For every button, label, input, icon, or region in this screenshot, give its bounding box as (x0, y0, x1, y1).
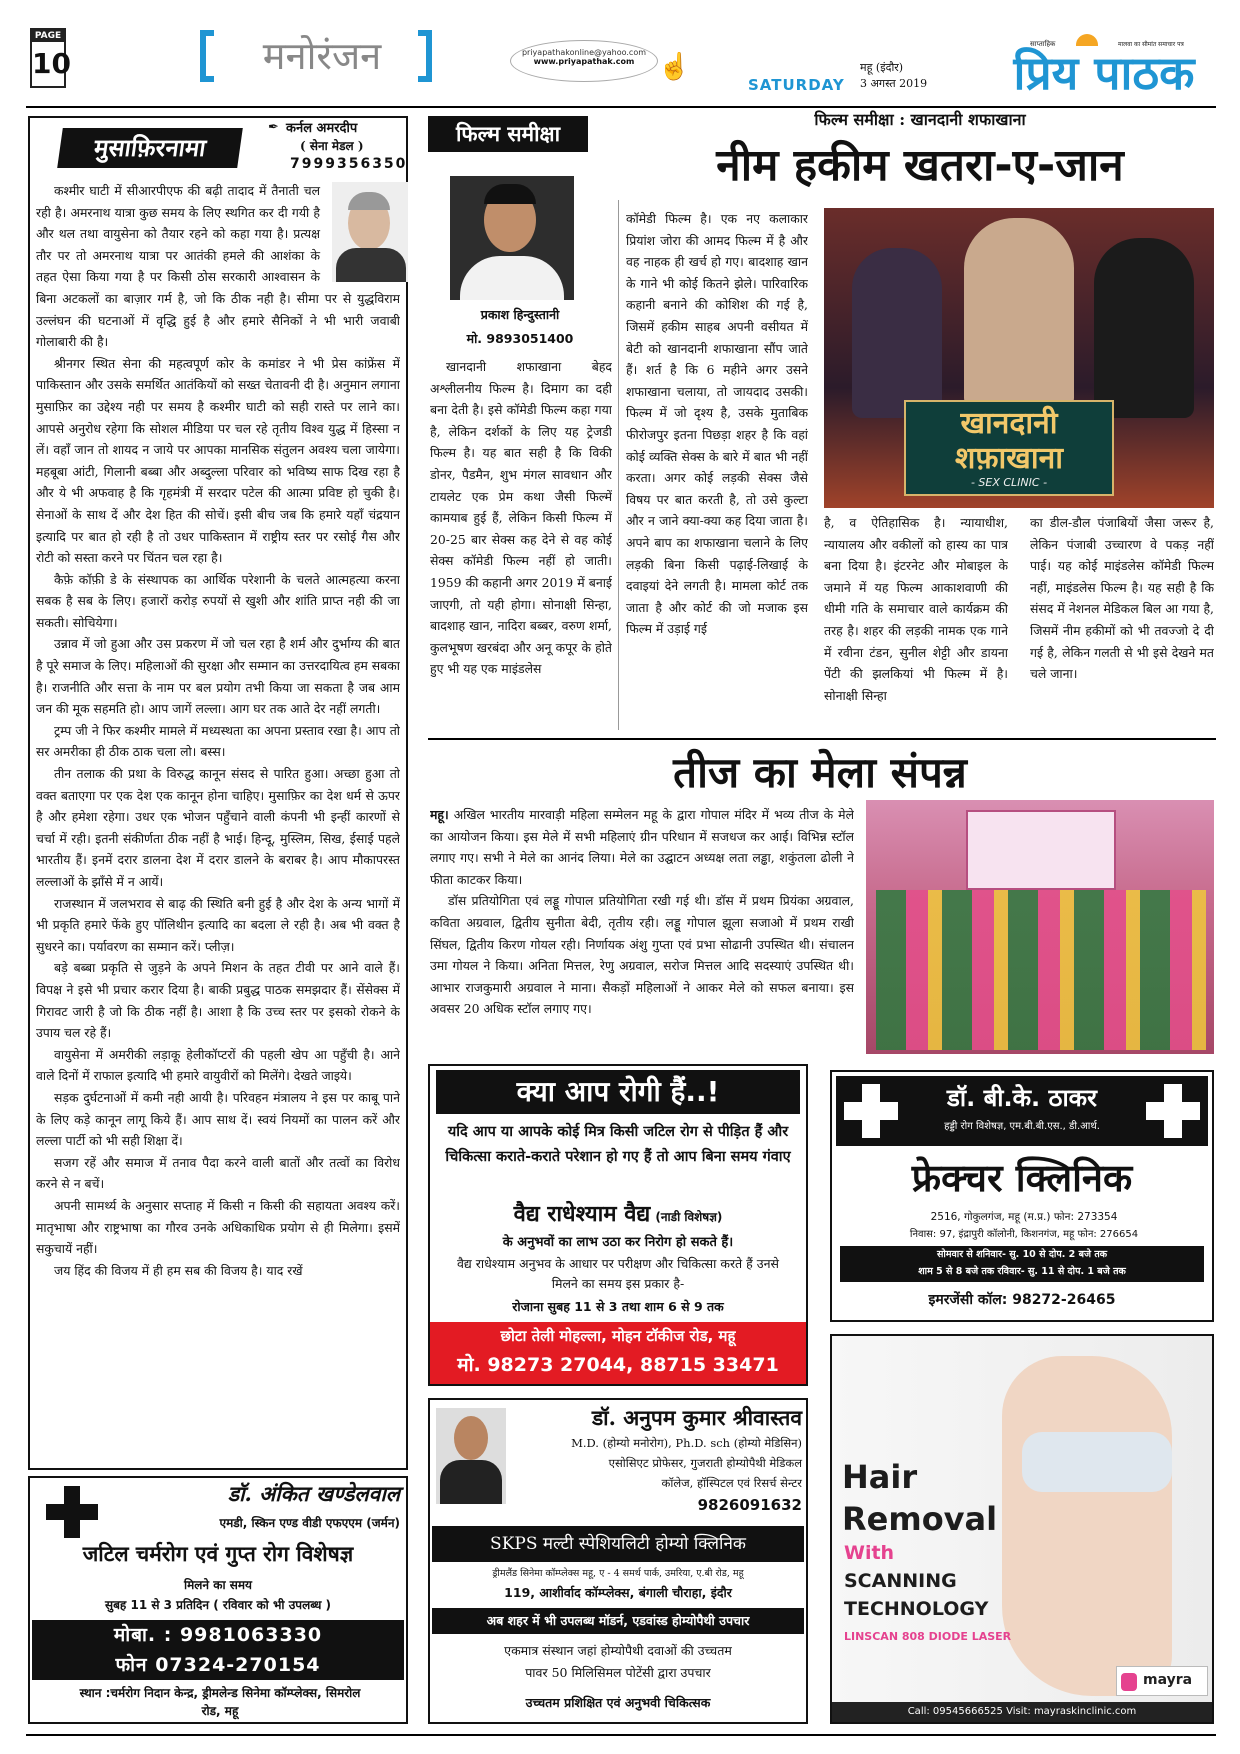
poster-figure-1 (852, 248, 942, 418)
section-bracket-left (200, 30, 214, 82)
pointer-hand-icon: ☝ (658, 52, 691, 82)
ad-anupam-strip: अब शहर में भी उपलब्ध मॉडर्न, एडवांस्ड होम्योपैथी उपचार (432, 1608, 804, 1634)
ad-mayra-line2: Removal (842, 1500, 998, 1538)
reviewer-shirt (460, 256, 564, 300)
film-column-3: है, व ऐतिहासिक है। न्यायाधीश, न्यायालय और वकीलों को हास्य का पात्र बना दिया है। इंटरनेट और मोबाइल के जमाने में यह फिल्म आकाशवाणी की धीमी गति के समाचार वाले कार्यक्रम की तरह है। शहर की लड़की नामक एक गाने में रवीना टंडन, सुनील शेट्टी और डायना पेंटी की झलकियां भी फिल्म में है। सोनाक्षी सिन्हा (824, 515, 1008, 703)
ad-vaidya-address: छोटा तेली मोहल्ला, मोहन टॉकीज रोड, महू (500, 1327, 736, 1345)
paper-tagline: साप्ताहिक (1030, 40, 1056, 48)
contact-oval (510, 40, 658, 82)
ad-mayra-model-body (1002, 1356, 1172, 1696)
film-kicker: फिल्म समीक्षा : खानदानी शफाखाना (814, 110, 1026, 129)
teej-event-photo (866, 800, 1214, 1054)
columnist-phone: 7999356350 (290, 156, 408, 172)
ad-thakar-emergency: इमरजेंसी कॉल: 98272-26465 (928, 1292, 1116, 1308)
masthead-sun-icon (1076, 34, 1098, 46)
ad-ankit-specialty: जटिल चर्मरोग एवं गुप्त रोग विशेषज्ञ (82, 1542, 354, 1566)
ad-mayra-logo-icon (1121, 1673, 1137, 1691)
film-reviewer-phone: मो. 9893051400 (466, 331, 574, 346)
musafirnama-paragraph: ट्रम्प जी ने फिर कश्मीर मामले में मध्यस्थता का अपना प्रस्ताव रखा है। आप तो सर अमरीका ही ठीक ठाक चला लो। बस्स। (36, 722, 400, 760)
page-label: PAGE (32, 30, 64, 42)
ad-anupam-post2: कॉलेज, हॉस्पिटल एवं रिसर्च सेन्टर (661, 1476, 802, 1490)
ad-anupam-clinic: SKPS मल्टी स्पेशियलिटी होम्यो क्लिनिक (432, 1526, 804, 1562)
ad-mayra-line6: LINSCAN 808 DIODE LASER (844, 1630, 1012, 1643)
ad-thakar-timing1: सोमवार से शनिवार- सु. 10 से दोप. 2 बजे तक (936, 1249, 1108, 1260)
ad-mayra-line1: Hair (842, 1458, 918, 1496)
ad-vaidya-name-row (438, 1198, 798, 1228)
paper-masthead: प्रिय पाठक (1013, 46, 1195, 100)
paper-tagline-2: मालवा का सीमांत समाचार पत्र (1118, 41, 1184, 48)
anupam-face (454, 1416, 488, 1460)
page-bottom-rule (26, 1734, 1216, 1736)
film-reviewer-photo (450, 176, 574, 300)
ad-ankit-mobile: मोबा. : 9981063330 (32, 1620, 404, 1650)
ad-thakar-timing-box (840, 1246, 1204, 1282)
musafirnama-paragraph: कश्मीर घाटी में सीआरपीएफ की बढ़ी तादाद में तैनाती चल रही है। अमरनाथ यात्रा कुछ समय के लिए स्थगित कर दी गयी है और थल तथा वायुसेना को तैयार रहने को कहा गया है। प्रत्यक्ष तौर पर तो अमरनाथ यात्रा पर आतंकी हमले की आशंका के तहत ऐसा किया गया है पर किसी ठोस सरकारी आश्वासन के बिना अटकलों का बाज़ार गर्म है, जो कि ठीक नही है। सीमा पर से युद्धविराम उल्लंघन की घटनाओं में वृद्धि हुई है और हमारे सैनिकों ने भी भारी जवाबी गोलाबारी की है। (36, 183, 400, 350)
ad-anupam-phone: 9826091632 (697, 1496, 802, 1514)
ad-anupam-line1: एकमात्र संस्थान जहां होम्योपैथी दवाओं की उच्चतम (504, 1643, 732, 1658)
teej-group (876, 890, 1206, 1050)
film-column-2: कॉमेडी फिल्म है। एक नए कलाकार प्रियांश जोरा की आमद फिल्म में है और वह नाहक ही खर्च हो गए। बादशाह खान के गाने भी कोई कितने झेले। पारिवारिक कहानी बनाने की कोशिश की गई है, जिसमें हकीम साहब अपनी वसीयत में बेटी को खानदानी शफाखाना सौंप जाते हैं। शर्त है कि 6 महीने अगर उसने शफाखाना चलाया, तो जायदाद उसकी। फिल्म में जो दृश्य है, उसके मुताबिक फीरोजपुर इतना पिछड़ा शहर है कि वहां कोई व्यक्ति सेक्स के बारे में बात भी नहीं करता। अगर कोई लड़की सेक्स जैसे विषय पर बात करती है, तो उसे कुल्टा और न जाने क्या-क्या कह दिया जाता है। अपने बाप का शफाखाना चलाने के लिए लड़की बिना किसी पढ़ाई-लिखाई के दवाइयां देने लगती है। मामला कोर्ट तक जाता है और कोर्ट की जो मजाक इस फिल्म में उड़ाई गई (626, 211, 808, 637)
ad-vaidya-headline: क्या आप रोगी हैं..! (436, 1070, 800, 1114)
ad-mayra-model-top (1022, 1432, 1172, 1492)
film-column-1: खानदानी शफाखाना बेहद अश्लीलनीय फिल्म है। दिमाग का दही बना देती है। इसे कॉमेडी फिल्म कहा गया है, लेकिन दर्शकों के लिए यह ट्रेजडी फिल्म है। यह बात सही है कि विकी डोनर, पैडमैन, शुभ मंगल सावधान और टायलेट एक प्रेम कथा जैसी फिल्में कामयाब हुई हैं, लेकिन किसी फिल्म में 20-25 बार सेक्स कह देने से वह कोई सेक्स कॉमेडी फिल्म नहीं हो जाती। 1959 की कहानी अगर 2019 में बनाई जाएगी, तो यही होगा। सोनाक्षी सिन्हा, बादशाह खान, नादिरा बब्बर, वरुण शर्मा, कुलभूषण खरबंदा और अनू कपूर के होते हुए भी यह एक माइंडलेस (430, 359, 612, 677)
ad-anupam-line3: उच्चतम प्रशिक्षित एवं अनुभवी चिकित्सक (525, 1695, 711, 1710)
ad-anupam-name: डॉ. अनुपम कुमार श्रीवास्तव (591, 1405, 802, 1430)
musafirnama-paragraph: वायुसेना में अमरीकी लड़ाकू हेलीकॉप्टरों की पहली खेप आ पहुँची है। आने वाले दिनों में राफाल इत्यादि भी हमारे वायुवीरों को मिलेंगे। देखते जाइये। (36, 1046, 400, 1084)
ad-ankit-cross-icon (46, 1486, 98, 1538)
date-label: 3 अगस्त 2019 (860, 77, 928, 90)
ad-mayra-logo: mayra (1143, 1672, 1193, 1688)
musafirnama-paragraph: सजग रहें और समाज में तनाव पैदा करने वाली बातों और तत्वों का विरोध करने से न बचें। (36, 1154, 400, 1192)
ad-thakar-cross-left-icon (844, 1084, 898, 1138)
ad-thakar-clinic: फ्रेक्चर क्लिनिक (911, 1156, 1133, 1200)
musafirnama-photo-spacer (320, 180, 400, 286)
anupam-suit (440, 1460, 502, 1504)
ad-vaidya-line2: के अनुभवों का लाभ उठा कर निरोग हो सकते हैं। (502, 1235, 734, 1250)
ad-mayra-line3: With (844, 1542, 895, 1564)
musafirnama-title: मुसाफ़िरनामा (57, 128, 243, 168)
city-label: महू (इंदौर) (860, 61, 904, 74)
teej-body-1: अखिल भारतीय मारवाड़ी महिला सम्मेलन महू के द्वारा गोपाल मंदिर में भव्य तीज के मेले का आयोजन किया। इस मेले में सभी महिलाएं ग्रीन परिधान में सजधज कर आई। विभिन्न स्टॉल लगाए गए। सभी ने मेले का आनंद लिया। मेले का उद्घाटन अध्यक्ष लता लड्ढा, शकुंतला ढोली ने फीता काटकर किया। (430, 807, 854, 887)
ad-vaidya-line3: वैद्य राधेश्याम अनुभव के आधार पर परीक्षण और चिकित्सा करते हैं उनसे मिलने का समय इस प्रकार है- (456, 1256, 780, 1291)
musafirnama-paragraph: राजस्थान में जलभराव से बाढ़ की स्थिति बनी हुई है और देश के अन्य भागों में भी प्रकृति हमारे फेंके हुए पॉलिथीन इत्यादि का बदला ले रही है। अब भी वक्त है सुधरने का। पर्यावरण का सम्मान करें। प्लीज़। (36, 895, 400, 954)
website-link[interactable]: www.priyapathak.com (533, 57, 635, 66)
ad-mayra-footer[interactable]: Call: 09545666525 Visit: mayraskinclinic.com (832, 1702, 1212, 1722)
columnist-rank: ( सेना मेडल ) (300, 139, 364, 153)
page-number-box (30, 28, 71, 88)
ad-ankit-timing-label: मिलने का समय (183, 1578, 252, 1592)
film-column-4: का डील-डौल पंजाबियों जैसा जरूर है, लेकिन पंजाबी उच्चारण वे पकड़ नहीं पाई। यह कोई माइंडलेस कॉमेडी फिल्म नहीं, माइंडलेस फिल्म है। यह सही है कि संसद में नेशनल मेडिकल बिल आ गया है, जिसमें नीम हकीमों को भी तवज्जो दे दी गई है, लेकिन गलती से भी इसे देखने मत चले जाना। (1030, 515, 1214, 682)
musafirnama-paragraph: तीन तलाक की प्रथा के विरुद्ध कानून संसद से पारित हुआ। अच्छा हुआ तो वक्त बताएगा पर एक देश एक कानून होना चाहिए। मुसाफ़िर का देश धर्म से ऊपर है और हमेशा रहेगा। उधर एक भोजन पहुँचाने वाली कंपनी भी इन्हीं कारणों से चर्चा में रही। इतनी संकीर्णता ठीक नहीं है भाई। हिन्दू, मुस्लिम, सिख, ईसाई पहले भारतीय हैं। इनमें दरार डालना देश में दरार डालने के बराबर है। आप मौकापरस्त लल्लाओं के झाँसे में न आयें। (36, 766, 400, 889)
reviewer-hair (484, 184, 536, 204)
ad-anupam-addr1: ड्रीमलैंड सिनेमा कॉम्प्लेक्स महू, ए - 4 समर्थ पार्क, उमरिया, ए.बी रोड, महू (492, 1568, 744, 1579)
ad-thakar-degree: हड्डी रोग विशेषज्ञ, एम.बी.बी.एस., डी.आर्थ. (944, 1121, 1100, 1132)
musafirnama-body (36, 180, 400, 1462)
ad-mayra-line4: SCANNING (844, 1570, 957, 1592)
poster-subtitle: - SEX CLINIC - (970, 476, 1048, 489)
day-label: SATURDAY (748, 76, 845, 94)
ad-vaidya-phone: मो. 98273 27044, 88715 33471 (457, 1354, 779, 1376)
teej-headline: तीज का मेला संपन्न (673, 748, 967, 797)
musafirnama-paragraph: अपनी सामर्थ्य के अनुसार सप्ताह में किसी न किसी की सहायता अवश्य करें। मातृभाषा और राष्ट्रभाषा का गौरव उनके अधिकाधिक प्रयोग से ही मिलेगा। इसमें सकुचायें नहीं। (36, 1197, 400, 1257)
teej-dateline: महू। (430, 807, 449, 822)
section-bracket-right (418, 30, 432, 82)
ad-anupam-degree: M.D. (होम्यो मनोरोग), Ph.D. sch (होम्यो मेडिसिन) (571, 1436, 802, 1450)
ad-thakar-cross-right-icon (1146, 1084, 1200, 1138)
ad-ankit-degree: एमडी, स्किन एण्ड वीडी एफएएम (जर्मन) (219, 1516, 400, 1530)
ad-vaidya-footer (430, 1322, 806, 1384)
ad-ankit-name: डॉ. अंकित खण्डेलवाल (227, 1481, 400, 1506)
ad-anupam-post1: एसोसिएट प्रोफेसर, गुजराती होम्योपैथी मेडिकल (608, 1456, 802, 1470)
ad-thakar-header (836, 1076, 1208, 1146)
teej-body-2: डॉस प्रतियोगिता एवं लड्डू गोपाल प्रतियोगिता रखी गई थी। डॉस में प्रथम प्रियंका अग्रवाल, कविता अग्रवाल, द्वितीय सुनीता बेदी, तृतीय रही। लड्डू गोपाल झूला सजाओ में प्रथम राखी सिंघल, द्वितीय किरण गोयल रही। निर्णायक अंशु गुप्ता एवं प्रभा सोढानी उपस्थित थी। संचालन उमा गोयल ने किया। अनिता मित्तल, रेणु अग्रवाल, सरोज मित्तल आदि सदस्याएं उपस्थित थी। आभार राजकुमारी अग्रवाल ने माना। सैकड़ों महिलाओं ने आकर मेले को सफल बनाया। इस अवसर 20 अधिक स्टॉल लगाए गए। (430, 893, 854, 1017)
poster-title-line-2: शफ़ाखाना (954, 441, 1064, 476)
ad-vaidya-timing: रोजाना सुबह 11 से 3 तथा शाम 6 से 9 तक (512, 1299, 724, 1314)
ad-ankit-address: स्थान :चर्मरोग निदान केन्द्र, ड्रीमलेन्ड सिनेमा कॉम्प्लेक्स, सिमरोल रोड, महू (79, 1686, 361, 1718)
film-headline: नीम हकीम खतरा-ए-जान (716, 140, 1124, 191)
ad-vaidya-name: वैद्य राधेश्याम वैद्य (513, 1202, 651, 1227)
film-column-divider (618, 200, 619, 730)
poster-figure-2 (964, 218, 1074, 408)
musafirnama-paragraph: सड़क दुर्घटनाओं में कमी नही आयी है। परिवहन मंत्रालय ने इस पर काबू पाने के लिए कड़े कानून लागू किये हैं। आप साथ दें। स्वयं नियमों का पालन करें और लल्ला पार्टी को भी सही शिक्षा दें। (36, 1089, 400, 1149)
email-text: priyapathakonline@yahoo.com (521, 48, 647, 57)
columnist-name: कर्नल अमरदीप (286, 121, 358, 136)
musafirnama-paragraph: बड़े बब्बा प्रकृति से जुड़ने के अपने मिशन के तहत टीवी पर आने वाले हैं। विपक्ष ने इसे भी प्रचार करार दिया है। बाकी प्रबुद्ध पाठक समझदार हैं। सेंसेक्स में गिरावट जारी है जो कि ठीक नहीं है। आशा है कि उच्च स्तर पर इसको रोकने के उपाय चल रहे हैं। (36, 960, 400, 1041)
musafirnama-paragraph: कैफ़े कॉफ़ी डे के संस्थापक का आर्थिक परेशानी के चलते आत्महत्या करना सबक है सब के लिए। हजारों करोड़ रुपयों से खुशी और शांति प्राप्त नही की जा सकती। सोचियेगा। (36, 571, 400, 630)
ad-anupam-photo (436, 1408, 506, 1504)
poster-title-box (904, 400, 1114, 496)
film-section-label: फिल्म समीक्षा (428, 116, 588, 152)
ad-ankit-timing: सुबह 11 से 3 प्रतिदिन ( रविवार को भी उपलब्ध ) (104, 1598, 332, 1612)
pen-icon: ✒ (268, 120, 279, 135)
ad-thakar-timing2: शाम 5 से 8 बजे तक रविवार- सु. 11 से दोप. 1 बजे तक (918, 1266, 1126, 1277)
ad-mayra-line5: TECHNOLOGY (844, 1598, 989, 1620)
film-reviewer-name: प्रकाश हिन्दुस्तानी (480, 307, 560, 322)
ad-anupam-addr2: 119, आशीर्वाद कॉम्प्लेक्स, बंगाली चौराहा, इंदौर (504, 1585, 732, 1600)
musafirnama-paragraph: उन्नाव में जो हुआ और उस प्रकरण में जो चल रहा है शर्म और दुर्भाग्य की बात है पूरे समाज के लिए। महिलाओं की सुरक्षा और सम्मान का उत्तरदायित्व हम सबका है। राजनीति और सत्ता के नाम पर बल प्रयोग तभी किया जा सकता है जब आम जन की मूक सहमति हो। आप जागें लल्ला। आग घर तक आते देर नहीं लगती। (36, 636, 400, 717)
poster-figure-3 (1094, 238, 1194, 418)
teej-banner (966, 810, 1116, 890)
page-number: 10 (32, 47, 71, 80)
film-bottom-rule (428, 738, 1216, 740)
ad-thakar-address1: 2516, गोकुलगंज, महू (म.प्र.) फोन: 273354 (930, 1211, 1118, 1223)
ad-ankit-phone: फोन 07324-270154 (32, 1650, 404, 1680)
teej-body (430, 804, 854, 1054)
ad-thakar-name: डॉ. बी.के. ठाकर (947, 1084, 1097, 1112)
poster-title-line-1: खानदानी (960, 406, 1058, 441)
ad-mayra-logo-box (1116, 1666, 1208, 1696)
section-title: मनोरंजन (262, 34, 382, 78)
musafirnama-paragraph: श्रीनगर स्थित सेना की महत्वपूर्ण कोर के कमांडर ने भी प्रेस कांफ्रेंस में पाकिस्तान और उसके समर्थित आतंकियों को सख्त चेतावनी दी है। अनुमान लगाना मुसाफ़िर का उद्देश्य नही पर समय है कश्मीर घाटी को सही रास्ते पर लाने का। आपसे अनुरोध रहेगा कि सोशल मीडिया पर चल रहे तृतीय विश्व युद्ध में हिस्सा न लें। वहाँ जान तो शायद न जाये पर आपका मानसिक संतुलन अवश्य चला जायेगा। महबूबा आंटी, गिलानी बब्बा और अब्दुल्ला परिवार को भविष्य साफ दिख रहा है और ये भी अफवाह है कि गृहमंत्री में सरदार पटेल की आत्मा प्रविष्ट हो चुकी है। सेनाओं के साथ दें और देश हित की सोचें। इसी बीच जब कि हमारे यहाँ चंद्रयान इत्यादि पर बात हो रही है तो उधर पाकिस्तान में राष्ट्रीय स्तर पर रसोई गैस और रोटी को सस्ता करने पर चिंतन चल रहा है। (36, 355, 400, 566)
ad-vaidya-name-note: (नाडी विशेषज्ञ) (655, 1210, 723, 1224)
ad-anupam-line2: पावर 50 मिलिसिमल पोटेंसी द्वारा उपचार (525, 1665, 711, 1680)
ad-vaidya-line1: यदि आप या आपके कोई मित्र किसी जटिल रोग से पीड़ित हैं और चिकित्सा कराते-कराते परेशान हो गए हैं तो आप बिना समय गंवाए (445, 1124, 791, 1165)
ad-thakar-address2: निवास: 97, इंद्रापुरी कॉलोनी, किशनगंज, महू फोन: 276654 (909, 1229, 1139, 1240)
film-poster-image (824, 208, 1214, 508)
musafirnama-paragraph: जय हिंद की विजय में ही हम सब की विजय है। याद रखें (54, 1262, 303, 1278)
